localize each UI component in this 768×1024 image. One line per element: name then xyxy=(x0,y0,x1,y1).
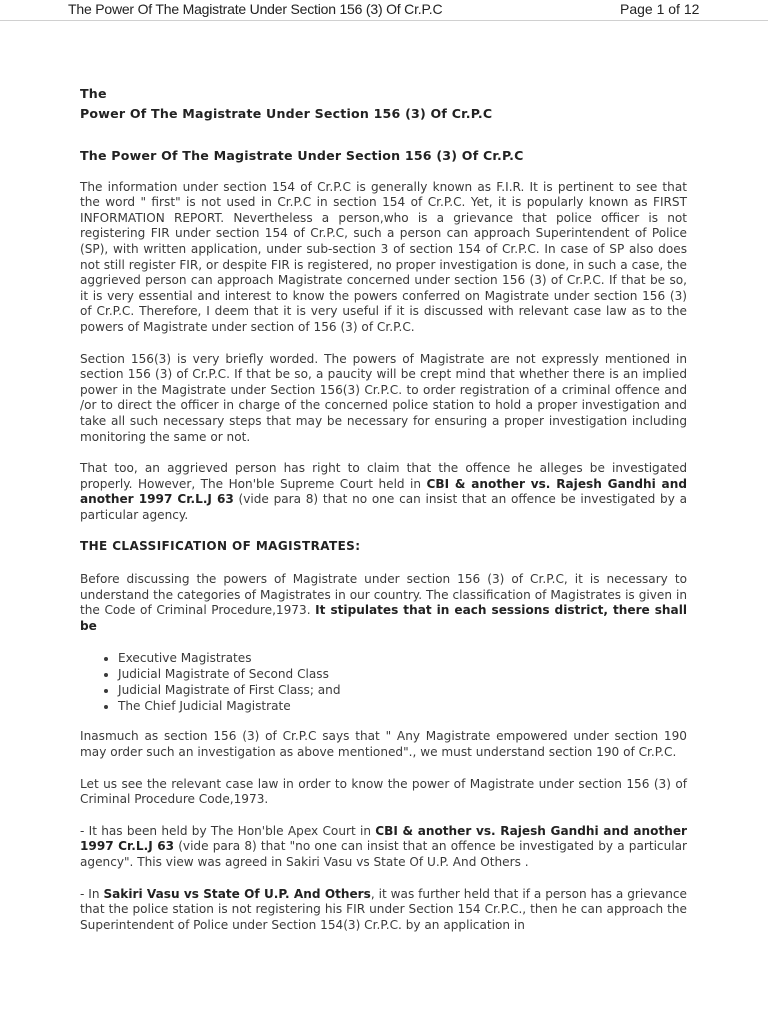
paragraph-text: (vide para 8) that no one can insist that an offence be investigated by a particular agency. xyxy=(80,492,687,522)
list-item: • The Chief Judicial Magistrate xyxy=(118,698,687,714)
paragraph-cbi-case xyxy=(80,824,687,871)
header-document-title: The Power Of The Magistrate Under Section 156 (3) Of Cr.P.C xyxy=(68,1,443,17)
header-divider xyxy=(0,20,768,21)
paragraph-classification xyxy=(80,572,687,634)
list-item: • Executive Magistrates xyxy=(118,650,687,666)
magistrate-list xyxy=(80,650,687,714)
section-heading: The Power Of The Magistrate Under Section 156 (3) Of Cr.P.C xyxy=(80,148,524,163)
header-page-number: Page 1 of 12 xyxy=(620,1,700,17)
paragraph-text: Before discussing the powers of Magistrate under section 156 (3) of Cr.P.C, it is necessary to understand the categories of Magistrates in our country. The classification of Magistrates is given in the Code of Criminal Procedure,1973. xyxy=(80,572,687,618)
paragraph-fir-intro: The information under section 154 of Cr.P.C is generally known as F.I.R. It is pertinent to see that the word " first" is not used in Cr.P.C in section 154 of Cr.P.C. Yet, it is popularly known as FIRST INFORMATION REPORT. Nevertheless a person,who is a grievance that police officer is not registering FIR under section 154 of Cr.P.C, such a person can approach Superintendent of Police (SP), with written application, under sub-section 3 of section 154 of Cr.P.C. In case of SP also does not still register FIR, or despite FIR is registered, no proper investigation is done, in such a case, the aggrieved person can approach Magistrate concerned under section 156 (3) of Cr.P.C. If that be so, it is very essential and interest to know the powers conferred on Magistrate under section 156 (3) of Cr.P.C. Therefore, I deem that it is very useful if it is discussed with relevant case law as to the powers of Magistrate under section of 156 (3) of Cr.P.C. xyxy=(80,179,687,334)
paragraph-case-law-intro: Let us see the relevant case law in order to know the power of Magistrate under section 156 (3) of Criminal Procedure Code,1973. xyxy=(80,776,687,807)
title-line-1: The xyxy=(80,86,107,101)
bold-statement: It stipulates that in each sessions district, there shall be xyxy=(80,603,687,633)
paragraph-text: That too, an aggrieved person has right to claim that the offence he alleges be investigated properly. However, The Hon'ble Supreme Court held in xyxy=(80,461,687,491)
paragraph-section-190: Inasmuch as section 156 (3) of Cr.P.C says that " Any Magistrate empowered under section 190 may order such an investigation as above mentioned"., we must understand section 190 of Cr.P.C. xyxy=(80,729,687,760)
list-item: • Judicial Magistrate of First Class; and xyxy=(118,682,687,698)
case-citation: CBI & another vs. Rajesh Gandhi and another 1997 Cr.L.J 63 xyxy=(80,823,687,854)
case-citation: CBI & another vs. Rajesh Gandhi and another 1997 Cr.L.J 63 xyxy=(80,476,687,507)
title-line-2: Power Of The Magistrate Under Section 156 (3) Of Cr.P.C xyxy=(80,106,493,121)
case-citation: Sakiri Vasu vs State Of U.P. And Others xyxy=(103,886,371,901)
paragraph-section-156-3: Section 156(3) is very briefly worded. The powers of Magistrate are not expressly mentioned in section 156 (3) of Cr.P.C. If that be so, a paucity will be crept mind that whether there is an implied power in the Magistrate under Section 156(3) Cr.P.C. to order registration of a criminal offence and /or to direct the officer in charge of the concerned police station to hold a proper investigation and take all such necessary steps that may be necessary for ensuring a proper investigation including monitoring the same or not. xyxy=(80,351,687,444)
classification-heading: THE CLASSIFICATION OF MAGISTRATES: xyxy=(80,539,361,554)
paragraph-text: , it was further held that if a person has a grievance that the police station is not registering his FIR under Section 154 Cr.P.C., then he can approach the Superintendent of Police under Section 154(3) Cr.P.C. by an application in xyxy=(80,886,687,932)
paragraph-text: - In xyxy=(80,886,104,901)
paragraph-text: - It has been held by The Hon'ble Apex Court in xyxy=(80,823,376,838)
page-header xyxy=(0,0,768,22)
document-body xyxy=(80,84,687,949)
paragraph-text: (vide para 8) that "no one can insist that an offence be investigated by a particular agency". This view was agreed in Sakiri Vasu vs State Of U.P. And Others . xyxy=(80,839,687,869)
document-title xyxy=(80,84,687,124)
paragraph-aggrieved-person xyxy=(80,461,687,523)
list-item: • Judicial Magistrate of Second Class xyxy=(118,666,687,682)
paragraph-sakiri-vasu xyxy=(80,887,687,934)
